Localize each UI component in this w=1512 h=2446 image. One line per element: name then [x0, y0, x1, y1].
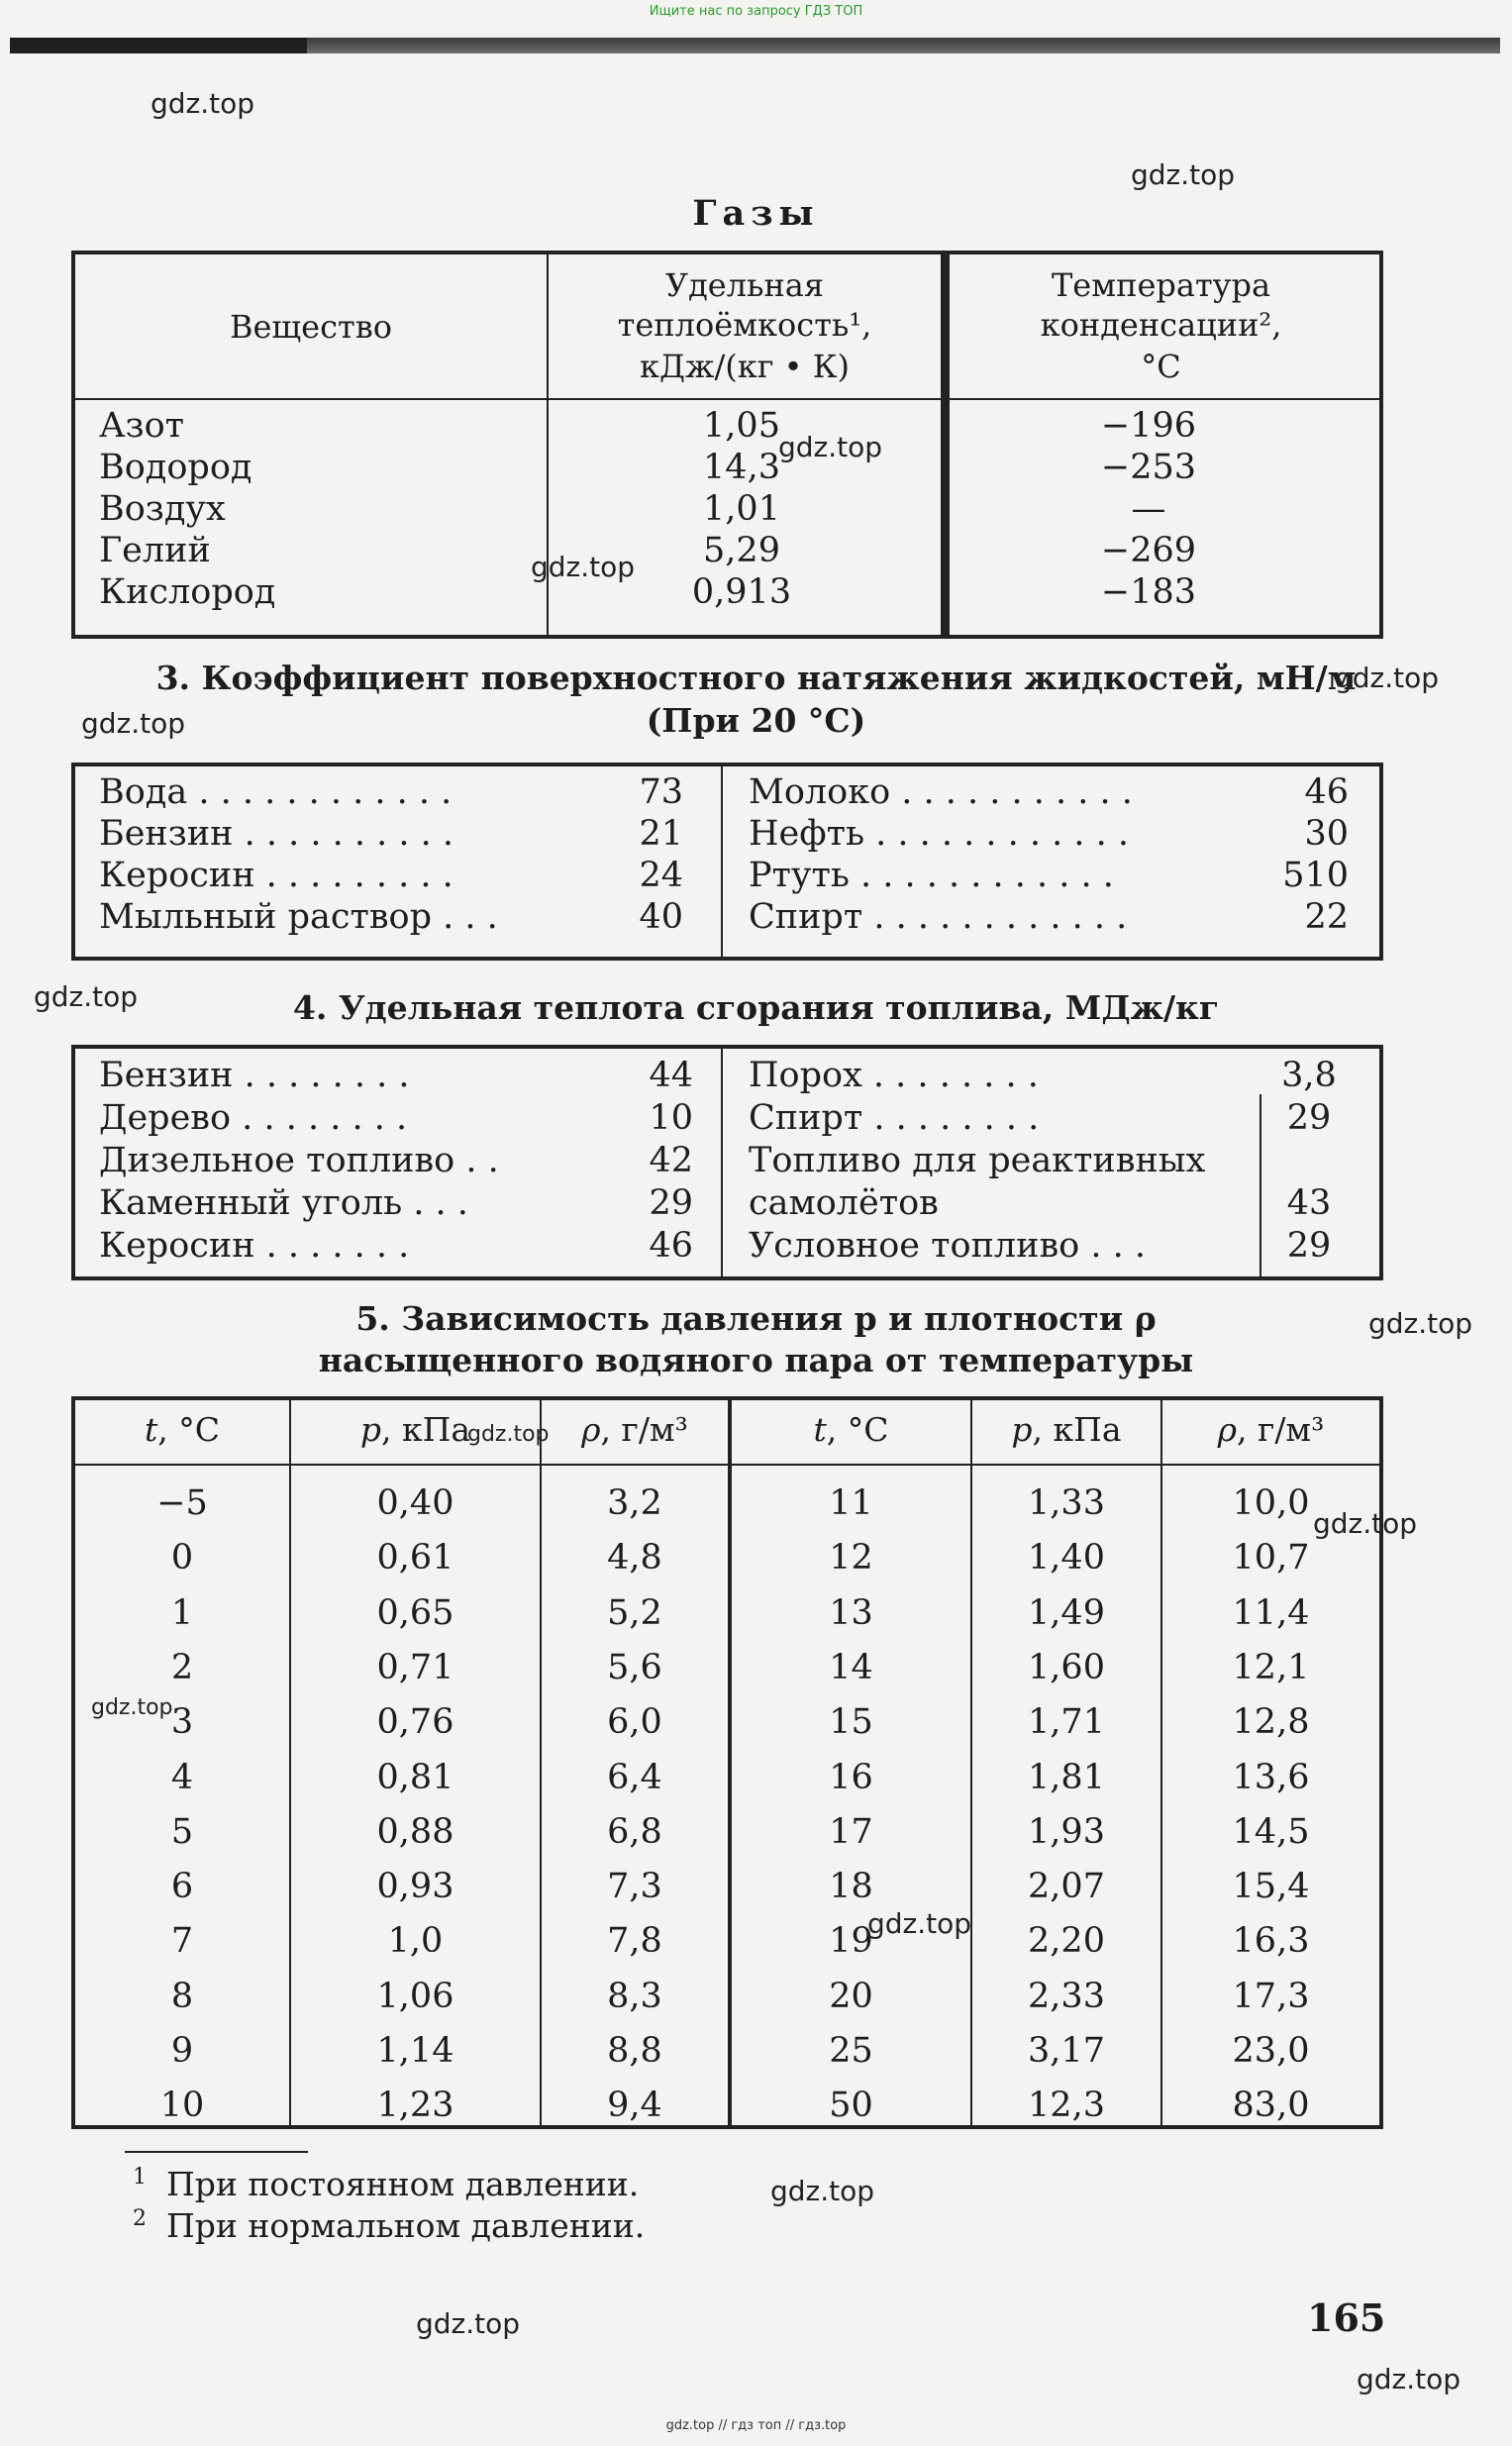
fuel-left-name: Дизельное топливо . . — [99, 1141, 499, 1180]
vapor-left-rho: 9,4 — [607, 2086, 662, 2126]
vapor-right-p: 1,33 — [1028, 1483, 1105, 1523]
vapor-left-p: 0,71 — [376, 1647, 454, 1687]
gas-temp: −269 — [1100, 531, 1197, 570]
fuel-right-value: 29 — [1286, 1226, 1332, 1266]
vapor-header: p, кПа — [1011, 1410, 1122, 1449]
tension-right-value: 30 — [1304, 814, 1349, 854]
page-number: 165 — [1307, 2295, 1386, 2340]
vapor-title-2: насыщенного водяного пара от температуры — [318, 1341, 1194, 1379]
vapor-left-t: −5 — [156, 1483, 208, 1523]
tension-right-name: Нефть . . . . . . . . . . . . — [749, 814, 1130, 854]
gases-col-substance: Вещество — [229, 308, 393, 346]
tension-left-value: 24 — [639, 856, 683, 895]
vapor-left-rho: 8,8 — [607, 2031, 662, 2071]
vapor-left-rho: 4,8 — [607, 1538, 662, 1579]
vapor-right-rho: 14,5 — [1232, 1811, 1310, 1852]
tension-left-name: Мыльный раствор . . . — [99, 897, 498, 937]
gases-col-heat-1: Удельная — [664, 266, 825, 304]
vapor-right-rho: 16,3 — [1232, 1921, 1310, 1962]
gas-name: Гелий — [99, 531, 211, 570]
fuel-left-name: Бензин . . . . . . . . — [99, 1056, 410, 1095]
vapor-left-p: 1,06 — [376, 1976, 454, 2016]
vapor-left-p: 0,88 — [376, 1811, 454, 1852]
vapor-right-t: 18 — [829, 1867, 873, 1907]
gas-name: Кислород — [99, 572, 276, 612]
vapor-right-rho: 10,7 — [1232, 1538, 1310, 1579]
tension-divider — [721, 763, 723, 961]
vapor-left-p: 0,81 — [376, 1757, 454, 1797]
vapor-left-p: 0,61 — [376, 1538, 454, 1579]
fuel-left-name: Керосин . . . . . . . — [99, 1226, 410, 1266]
vapor-left-t: 3 — [170, 1702, 194, 1743]
vapor-title-1: 5. Зависимость давления p и плотности ρ — [355, 1299, 1157, 1338]
vapor-right-t: 50 — [829, 2086, 873, 2126]
vapor-right-t: 17 — [829, 1811, 873, 1852]
vapor-left-rho: 5,2 — [607, 1592, 662, 1633]
vapor-header: t, °С — [813, 1410, 889, 1449]
footnote-mark: 1 — [133, 2165, 147, 2190]
fuel-right-value: 43 — [1286, 1183, 1332, 1223]
vapor-left-p: 0,40 — [376, 1483, 454, 1523]
tension-left-value: 73 — [639, 772, 683, 812]
gases-col-temp-2: конденсации², — [1040, 306, 1282, 344]
vapor-left-rho: 5,6 — [607, 1647, 662, 1687]
vapor-right-t: 11 — [829, 1483, 873, 1523]
vapor-right-p: 1,40 — [1028, 1538, 1105, 1579]
watermark: gdz.top — [467, 1422, 550, 1447]
gases-col-heat-3: кДж/(кг • К) — [640, 348, 850, 385]
fuel-left-value: 44 — [649, 1056, 693, 1095]
watermark: gdz.top — [1313, 1507, 1418, 1540]
tension-right-value: 22 — [1304, 897, 1349, 937]
vapor-right-rho: 11,4 — [1232, 1592, 1310, 1633]
watermark: gdz.top — [34, 980, 139, 1013]
vapor-right-t: 20 — [829, 1976, 873, 2016]
gas-temp: −253 — [1100, 448, 1197, 487]
gas-temp: −183 — [1100, 572, 1197, 612]
vapor-right-rho: 10,0 — [1232, 1483, 1310, 1523]
footnote-rule — [125, 2151, 308, 2153]
tension-left-value: 21 — [639, 814, 683, 854]
watermark: gdz.top — [770, 2175, 875, 2207]
gases-col-heat-2: теплоёмкость¹, — [617, 306, 872, 344]
gas-heat: 1,05 — [703, 406, 780, 446]
vapor-right-t: 12 — [829, 1538, 873, 1579]
vapor-left-t: 8 — [170, 1976, 194, 2016]
watermark: gdz.top — [91, 1695, 173, 1720]
bottom-links[interactable]: gdz.top // гдз топ // гдз.top — [665, 2418, 847, 2433]
watermark: gdz.top — [1357, 2363, 1462, 2395]
gas-heat: 1,01 — [703, 489, 780, 529]
vapor-right-t: 25 — [829, 2031, 873, 2071]
vapor-right-p: 2,07 — [1028, 1867, 1105, 1907]
vapor-left-t: 7 — [170, 1921, 194, 1962]
vapor-left-rho: 8,3 — [607, 1976, 662, 2016]
vapor-right-rho: 12,8 — [1232, 1702, 1310, 1743]
watermark: gdz.top — [416, 2307, 521, 2340]
fuel-left-value: 46 — [649, 1226, 693, 1266]
tension-left-value: 40 — [639, 897, 683, 937]
gas-temp: −196 — [1100, 406, 1197, 446]
vapor-right-rho: 17,3 — [1232, 1976, 1310, 2016]
tension-title-2: (При 20 °С) — [646, 701, 866, 740]
vapor-left-rho: 6,8 — [607, 1811, 662, 1852]
fuel-title: 4. Удельная теплота сгорания топлива, МДж/кг — [292, 988, 1220, 1027]
gas-name: Азот — [99, 406, 185, 446]
footnote-text: При нормальном давлении. — [166, 2206, 646, 2245]
tension-left-name: Бензин . . . . . . . . . . — [99, 814, 454, 854]
fuel-left-value: 29 — [649, 1183, 693, 1223]
vapor-right-t: 15 — [829, 1702, 873, 1743]
watermark: gdz.top — [867, 1907, 972, 1940]
tension-right-name: Ртуть . . . . . . . . . . . . — [749, 856, 1114, 895]
watermark: gdz.top — [778, 431, 883, 463]
vapor-right-rho: 83,0 — [1232, 2086, 1310, 2126]
vapor-left-t: 6 — [170, 1867, 194, 1907]
vapor-left-t: 0 — [170, 1538, 194, 1579]
tension-title-1: 3. Коэффициент поверхностного натяжения жидкостей, мН/м — [155, 659, 1357, 697]
fuel-right-value: 3,8 — [1281, 1056, 1337, 1095]
vapor-left-rho: 7,8 — [607, 1921, 662, 1962]
site-banner[interactable]: Ищите нас по запросу ГДЗ ТОП — [649, 4, 863, 19]
vapor-left-p: 0,93 — [376, 1867, 454, 1907]
watermark: gdz.top — [151, 87, 255, 120]
vapor-header: p, кПа — [359, 1410, 471, 1449]
fuel-left-value: 42 — [649, 1141, 693, 1180]
vapor-left-t: 9 — [170, 2031, 194, 2071]
vapor-right-rho: 12,1 — [1232, 1647, 1310, 1687]
tension-left-name: Вода . . . . . . . . . . . . — [99, 772, 453, 812]
footnote-mark: 2 — [133, 2206, 147, 2231]
fuel-left-value: 10 — [649, 1098, 693, 1138]
top-border-dark — [10, 38, 307, 53]
gas-temp: — — [1131, 489, 1166, 529]
vapor-right-p: 2,20 — [1028, 1921, 1105, 1962]
fuel-right-name: Порох . . . . . . . . — [749, 1056, 1039, 1095]
watermark: gdz.top — [1368, 1307, 1473, 1340]
vapor-left-t: 5 — [170, 1811, 194, 1852]
vapor-left-rho: 6,4 — [607, 1757, 662, 1797]
vapor-right-p: 1,71 — [1028, 1702, 1105, 1743]
vapor-right-p: 2,33 — [1028, 1976, 1105, 2016]
vapor-right-rho: 23,0 — [1232, 2031, 1310, 2071]
vapor-right-p: 12,3 — [1028, 2086, 1105, 2126]
vapor-right-p: 3,17 — [1028, 2031, 1105, 2071]
footnote-text: При постоянном давлении. — [166, 2165, 640, 2203]
vapor-left-rho: 3,2 — [607, 1483, 662, 1523]
vapor-right-t: 13 — [829, 1592, 873, 1633]
vapor-left-p: 1,0 — [387, 1921, 444, 1962]
vapor-right-t: 16 — [829, 1757, 873, 1797]
vapor-header: ρ, г/м³ — [581, 1410, 688, 1449]
gases-col-temp-1: Температура — [1051, 266, 1271, 304]
watermark: gdz.top — [81, 707, 186, 740]
tension-right-name: Молоко . . . . . . . . . . . — [749, 772, 1133, 812]
vapor-left-p: 1,14 — [376, 2031, 454, 2071]
gas-heat: 5,29 — [703, 531, 780, 570]
gases-title: Газы — [692, 193, 820, 234]
vapor-left-t: 1 — [170, 1592, 194, 1633]
gas-heat: 14,3 — [703, 448, 780, 487]
watermark: gdz.top — [1131, 158, 1236, 191]
watermark: gdz.top — [531, 551, 636, 583]
fuel-right-value: 29 — [1286, 1098, 1332, 1138]
vapor-left-p: 0,65 — [376, 1592, 454, 1633]
vapor-right-p: 1,81 — [1028, 1757, 1105, 1797]
vapor-left-p: 0,76 — [376, 1702, 454, 1743]
fuel-left-name: Дерево . . . . . . . . — [99, 1098, 408, 1138]
vapor-left-rho: 6,0 — [607, 1702, 662, 1743]
vapor-header: t, °С — [145, 1410, 220, 1449]
fuel-right-name: Топливо для реактивных — [749, 1141, 1206, 1180]
vapor-right-rho: 15,4 — [1232, 1867, 1310, 1907]
gas-name: Воздух — [99, 489, 226, 529]
fuel-right-name: самолётов — [749, 1183, 939, 1223]
gas-name: Водород — [99, 448, 252, 487]
fuel-divider — [721, 1045, 723, 1280]
fuel-left-name: Каменный уголь . . . — [99, 1183, 468, 1223]
vapor-right-t: 14 — [829, 1647, 873, 1687]
vapor-left-t: 10 — [159, 2086, 205, 2126]
tension-right-value: 510 — [1282, 856, 1349, 895]
vapor-right-p: 1,93 — [1028, 1811, 1105, 1852]
tension-left-name: Керосин . . . . . . . . . — [99, 856, 454, 895]
vapor-right-p: 1,49 — [1028, 1592, 1105, 1633]
vapor-left-p: 1,23 — [376, 2086, 454, 2126]
vapor-right-rho: 13,6 — [1232, 1757, 1310, 1797]
vapor-right-t: 19 — [829, 1921, 873, 1962]
tension-right-name: Спирт . . . . . . . . . . . . — [749, 897, 1128, 937]
vapor-left-t: 4 — [170, 1757, 194, 1797]
tension-right-value: 46 — [1304, 772, 1349, 812]
gases-col-temp-3: °С — [1141, 348, 1181, 385]
watermark: gdz.top — [1335, 662, 1440, 694]
vapor-header: ρ, г/м³ — [1217, 1410, 1325, 1449]
vapor-right-p: 1,60 — [1028, 1647, 1105, 1687]
gas-heat: 0,913 — [691, 572, 792, 612]
vapor-left-t: 2 — [170, 1647, 194, 1687]
fuel-right-name: Спирт . . . . . . . . — [749, 1098, 1040, 1138]
fuel-right-name: Условное топливо . . . — [749, 1226, 1146, 1266]
vapor-left-rho: 7,3 — [607, 1867, 662, 1907]
